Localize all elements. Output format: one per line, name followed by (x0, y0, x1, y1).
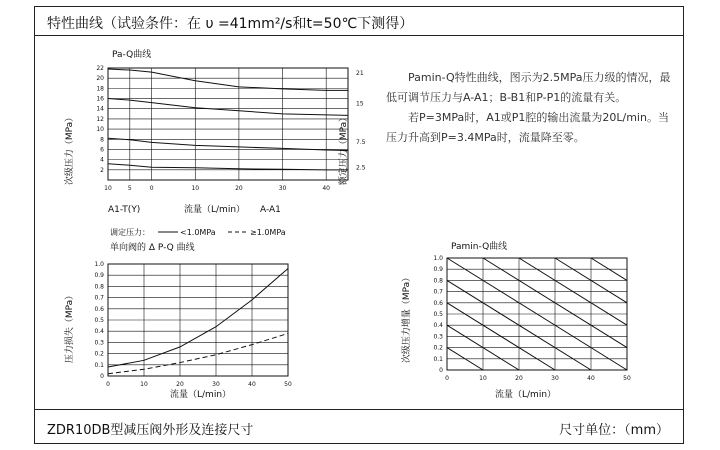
y-tick-label: 8 (100, 136, 104, 144)
x-tick-label: 30 (278, 185, 287, 192)
chart-pamin-q (395, 236, 655, 402)
x-tick-label: 20 (176, 381, 184, 388)
y-tick-label: 0.4 (433, 322, 443, 330)
x-tick-label: 0 (106, 381, 110, 388)
chart3-xlabel: 流量（L/min） (495, 390, 557, 400)
series-line-3 (108, 138, 348, 150)
y-tick-label: 1.0 (94, 261, 104, 268)
y-tick-label: 0 (100, 373, 104, 380)
y2-tick-label: 15 (356, 100, 364, 108)
y-tick-label: 0 (439, 367, 443, 374)
section-title: 特性曲线（试验条件：在 υ =41mm²/s和t=50℃下测得） (47, 16, 414, 32)
y-tick-label: 0.6 (94, 305, 104, 313)
chart1-ylabel-left: 次级压力（MPa） (65, 112, 75, 186)
x-tick-label: 40 (587, 375, 595, 382)
x-tick-label: 10 (479, 375, 487, 382)
y-tick-label: 18 (96, 85, 104, 93)
y2-tick-label: 21 (356, 70, 364, 78)
y-tick-label: 12 (96, 115, 104, 123)
series-line-1 (108, 268, 288, 367)
y-tick-label: 0.8 (94, 283, 104, 291)
description-text (386, 68, 671, 148)
chart-delta-p-q (60, 222, 320, 402)
y-tick-label: 14 (96, 105, 104, 113)
x-tick-label: 40 (248, 381, 256, 388)
y-tick-label: 6 (100, 146, 104, 154)
chart1-x-mid-label: 流量（L/min） (184, 205, 246, 215)
section-footer (35, 409, 683, 443)
series-line-1 (108, 69, 348, 90)
y-tick-label: 4 (100, 156, 104, 164)
y-tick-label: 0.4 (94, 328, 104, 336)
x-tick-label: 30 (551, 375, 559, 382)
chart1-x-left-label: A1-T(Y) (108, 205, 141, 215)
x-tick-label: 40 (322, 185, 331, 192)
chart2-ylabel: 压力损失（MPa） (65, 290, 75, 364)
y-tick-label: 0.7 (433, 288, 443, 296)
y2-tick-label: 2.5 (356, 164, 366, 172)
chart2-title: 单向阀的 Δ P-Q 曲线 (110, 243, 195, 253)
y-tick-label: 20 (96, 75, 104, 83)
x-tick-label: 10 (191, 185, 200, 192)
y-tick-label: 0.3 (433, 333, 443, 341)
y-tick-label: 0.9 (94, 272, 104, 280)
chart2-legend-prefix: 调定压力： (110, 228, 150, 237)
x-tick-label: 0 (149, 185, 154, 192)
y-tick-label: 0.1 (433, 355, 443, 363)
chart2-plot (94, 261, 292, 388)
x-tick-label: 20 (515, 375, 523, 382)
x-tick-label: 10 (140, 381, 148, 388)
x-tick-label: 50 (623, 375, 631, 382)
x-tick-label: 10 (104, 185, 112, 192)
x-tick-label: 0 (445, 375, 449, 382)
x-tick-label: 50 (284, 381, 292, 388)
chart2-legend-dashed: ≥1.0MPa (250, 228, 286, 237)
y-tick-label: 10 (96, 126, 104, 134)
y-tick-label: 0.3 (94, 339, 104, 347)
y-tick-label: 1.0 (433, 255, 443, 262)
description-para-2: 若P=3MPa时，A1或P1腔的输出流量为20L/min。当压力升高到P=3.4MPa时，流量降至零。 (386, 111, 669, 144)
x-tick-label: 20 (235, 185, 243, 192)
chart-pa-q (60, 44, 366, 219)
chart1-x-right-label: A-A1 (260, 205, 281, 215)
y-tick-label: 0.8 (433, 277, 443, 285)
y-tick-label: 0.6 (433, 299, 443, 307)
y-tick-label: 0.7 (94, 294, 104, 302)
chart1-plot (96, 65, 365, 192)
y-tick-label: 0.1 (94, 361, 104, 369)
chart1-ylabel-right: 额定压力（MPa） (339, 112, 349, 186)
y-tick-label: 16 (96, 95, 104, 103)
description-para-1: Pamin-Q特性曲线，图示为2.5MPa压力级的情况，最低可调节压力与A-A1；B-B1和P-P1的流量有关。 (386, 71, 671, 104)
y-tick-label: 0.2 (94, 350, 104, 358)
series-line-2 (108, 99, 348, 116)
y-tick-label: 0.2 (433, 344, 443, 352)
y-tick-label: 22 (96, 65, 104, 72)
footer-unit: 尺寸单位：（mm） (559, 423, 669, 438)
y-tick-label: 2 (100, 166, 104, 174)
chart1-title: Pa-Q曲线 (112, 50, 152, 60)
y-tick-label: 0.5 (94, 317, 104, 324)
series-line-4 (108, 164, 348, 170)
x-tick-label: 30 (212, 381, 220, 388)
chart2-xlabel: 流量（L/min） (170, 390, 232, 400)
chart2-legend-solid: <1.0MPa (180, 228, 216, 237)
y-tick-label: 0.5 (433, 311, 443, 318)
plot-frame (108, 68, 348, 180)
section-header (35, 7, 683, 36)
y2-tick-label: 7.5 (356, 138, 366, 146)
chart3-ylabel: 次级压力增量（MPa） (402, 272, 412, 364)
chart3-title: Pamin-Q曲线 (451, 242, 508, 252)
footer-title: ZDR10DB型减压阀外形及连接尺寸 (47, 423, 254, 438)
y-tick-label: 0.9 (433, 266, 443, 274)
x-tick-label: 5 (127, 185, 132, 192)
chart3-plot (433, 255, 631, 382)
